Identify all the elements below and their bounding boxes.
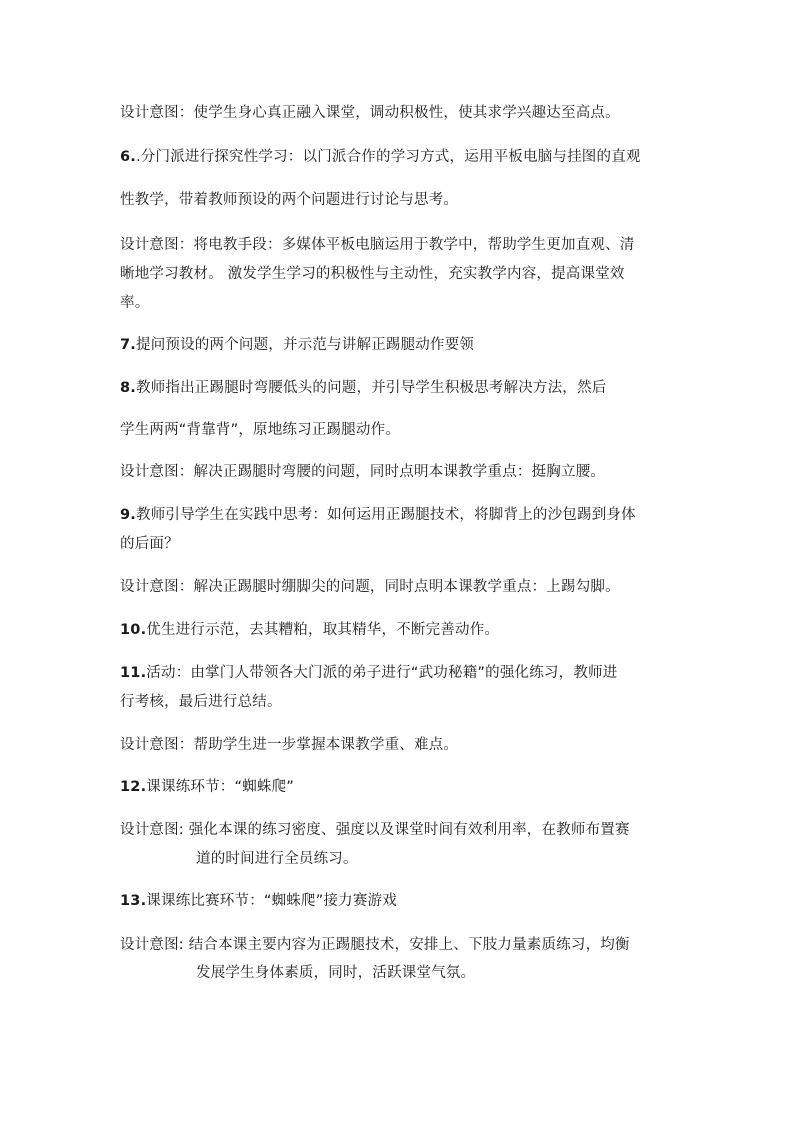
paragraph-text: 设计意图：使学生身心真正融入课堂，调动积极性，使其求学兴趣达至高点。 [120, 105, 620, 121]
paragraph-text: 设计意图: 结合本课主要内容为正踢腿技术，安排上、下肢力量素质练习，均衡 [120, 937, 630, 953]
design-intent-2-line-1 [120, 235, 635, 255]
step-8-line-2 [120, 420, 400, 440]
paragraph-text: 发展学生身体素质，同时，活跃课堂气氛。 [196, 965, 476, 981]
step-13 [120, 891, 397, 911]
paragraph-text: 的后面？ [120, 536, 179, 552]
step-6-line-2 [120, 190, 458, 210]
paragraph-text: 教师引导学生在实践中思考：如何运用正踢腿技术，将脚背上的沙包踢到身体 [136, 507, 636, 523]
step-12 [120, 777, 294, 797]
paragraph-text: 教师指出正踢腿时弯腰低头的问题，并引导学生积极思考解决方法，然后 [136, 380, 607, 396]
step-number: 9. [120, 507, 136, 523]
paragraph-text: 活动：由掌门人带领各大门派的弟子进行“武功秘籍”的强化练习，教师进 [146, 665, 618, 681]
step-7 [120, 335, 474, 355]
step-number: 7. [120, 337, 136, 353]
step-number: 6. [120, 149, 136, 165]
step-10 [120, 620, 499, 640]
step-number: 8. [120, 380, 136, 396]
paragraph-text: 设计意图: 强化本课的练习密度、强度以及课堂时间有效利用率，在教师布置赛 [120, 822, 630, 838]
paragraph-text: 设计意图：将电教手段：多媒体平板电脑运用于教学中，帮助学生更加直观、清 [120, 237, 635, 253]
design-intent-2-line-2 [120, 264, 625, 284]
paragraph-text: 提问预设的两个问题，并示范与讲解正踢腿动作要领 [136, 337, 475, 353]
paragraph-text: .分门派进行探究性学习：以门派合作的学习方式，运用平板电脑与挂图的直观 [136, 149, 641, 165]
step-number: 11. [120, 665, 147, 681]
paragraph-text: 学生两两“背靠背”，原地练习正踢腿动作。 [120, 422, 401, 438]
step-9-line-1 [120, 505, 636, 525]
step-11-line-2 [120, 692, 282, 712]
step-number: 13. [120, 893, 147, 909]
paragraph-text: 晰地学习教材。 激发学生学习的积极性与主动性，充实教学内容，提高课堂效 [120, 266, 625, 282]
step-11-line-1 [120, 663, 617, 683]
paragraph-text: 课课练环节：“蜘蛛爬” [146, 779, 295, 795]
paragraph-text: 设计意图：解决正踢腿时弯腰的问题，同时点明本课教学重点：挺胸立腰。 [120, 464, 606, 480]
step-9-line-2 [120, 534, 179, 554]
paragraph-text: 设计意图：帮助学生进一步掌握本课教学重、难点。 [120, 737, 459, 753]
paragraph-text: 设计意图：解决正踢腿时绷脚尖的问题，同时点明本课教学重点：上踢勾脚。 [120, 579, 620, 595]
step-6-line-1 [120, 147, 641, 167]
design-intent-3 [120, 462, 605, 482]
paragraph-text: 性教学，带着教师预设的两个问题进行讨论与思考。 [120, 192, 459, 208]
paragraph-text: 优生进行示范，去其糟粕，取其精华，不断完善动作。 [146, 622, 500, 638]
design-intent-7-line-2 [196, 963, 475, 983]
design-intent-4 [120, 577, 620, 597]
design-intent-5 [120, 735, 458, 755]
step-8-line-1 [120, 378, 606, 398]
design-intent-7-line-1 [120, 935, 630, 955]
paragraph-text: 行考核，最后进行总结。 [120, 694, 282, 710]
design-intent-6-line-1 [120, 820, 630, 840]
design-intent-6-line-2 [196, 849, 358, 869]
step-number: 10. [120, 622, 147, 638]
step-number: 12. [120, 779, 147, 795]
design-intent-2-line-3 [120, 293, 149, 313]
paragraph-text: 课课练比赛环节：“蜘蛛爬”接力赛游戏 [146, 893, 397, 909]
design-intent-1 [120, 103, 620, 123]
paragraph-text: 率。 [120, 295, 150, 311]
paragraph-text: 道的时间进行全员练习。 [196, 851, 358, 867]
